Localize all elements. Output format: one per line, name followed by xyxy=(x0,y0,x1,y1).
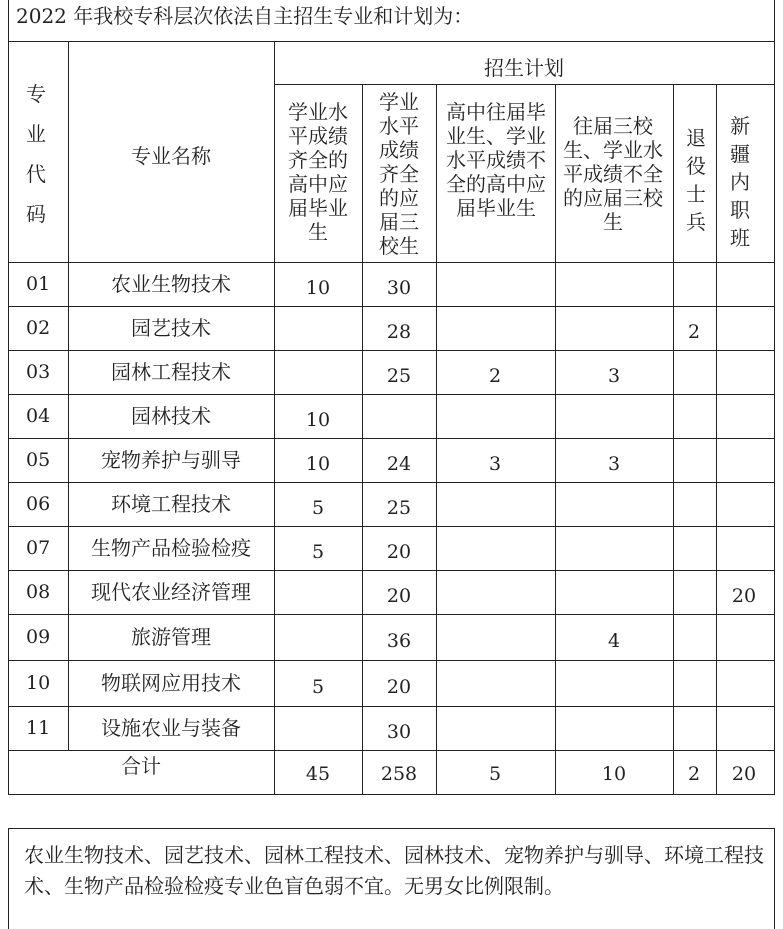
row-code: 09 xyxy=(26,626,51,648)
row-code: 11 xyxy=(26,717,51,739)
row-value: 20 xyxy=(386,676,412,698)
grid-line xyxy=(436,84,437,794)
grid-line xyxy=(716,84,717,794)
row-code: 01 xyxy=(26,273,51,295)
header-col-5: 退役士兵 xyxy=(686,126,706,234)
grid-line xyxy=(8,350,775,351)
row-name: 旅游管理 xyxy=(131,625,211,649)
row-value: 20 xyxy=(386,585,412,607)
row-code: 06 xyxy=(26,493,51,515)
row-value: 5 xyxy=(311,541,325,563)
grid-line xyxy=(8,570,775,571)
row-name: 生物产品检验检疫 xyxy=(91,536,251,560)
total-value: 2 xyxy=(687,763,701,785)
row-value: 25 xyxy=(386,497,412,519)
row-name: 园艺技术 xyxy=(131,316,211,340)
grid-line xyxy=(8,526,775,527)
row-name: 宠物养护与驯导 xyxy=(101,448,241,472)
row-value: 30 xyxy=(386,277,412,299)
row-value: 4 xyxy=(607,630,621,652)
heading: 2022 年我校专科层次依法自主招生专业和计划为： xyxy=(16,4,474,28)
grid-line xyxy=(8,482,775,483)
row-name: 环境工程技术 xyxy=(111,492,231,516)
row-code: 05 xyxy=(26,449,51,471)
grid-line xyxy=(8,750,775,751)
grid-line xyxy=(274,84,775,85)
row-name: 设施农业与装备 xyxy=(101,716,241,740)
row-code: 08 xyxy=(26,581,51,603)
row-value: 10 xyxy=(305,409,331,431)
total-value: 45 xyxy=(305,763,331,785)
row-value: 2 xyxy=(488,365,502,387)
row-value: 3 xyxy=(607,453,621,475)
total-label: 合计 xyxy=(121,754,161,778)
row-code: 07 xyxy=(26,537,51,559)
header-col-1: 学业水平成绩齐全的高中应届毕业生 xyxy=(288,100,348,244)
row-code: 02 xyxy=(26,317,51,339)
row-value: 36 xyxy=(386,630,412,652)
row-value: 2 xyxy=(687,321,701,343)
grid-line xyxy=(673,84,674,794)
row-name: 物联网应用技术 xyxy=(101,671,241,695)
row-value: 10 xyxy=(305,453,331,475)
total-value: 5 xyxy=(488,763,502,785)
grid-line xyxy=(8,438,775,439)
header-col-4: 往届三校生、学业水平成绩不全的应届三校生 xyxy=(563,114,663,234)
header-col-2: 学业水平成绩齐全的应届三校生 xyxy=(379,90,419,258)
total-value: 20 xyxy=(731,763,757,785)
row-value: 10 xyxy=(305,277,331,299)
row-code: 03 xyxy=(26,361,51,383)
grid-line xyxy=(555,84,556,794)
header-name: 专业名称 xyxy=(131,144,211,168)
grid-line xyxy=(8,306,775,307)
grid-line xyxy=(774,0,775,794)
grid-line xyxy=(8,660,775,661)
row-value: 25 xyxy=(386,365,412,387)
row-value: 5 xyxy=(311,676,325,698)
grid-line xyxy=(774,828,775,929)
grid-line xyxy=(8,41,775,42)
row-value: 24 xyxy=(386,453,412,475)
note-text: 农业生物技术、园艺技术、园林工程技术、园林技术、宠物养护与驯导、环境工程技术、生物产品检验检疫专业色盲色弱不宜。无男女比例限制。 xyxy=(24,843,764,898)
row-value: 30 xyxy=(386,721,412,743)
row-value: 20 xyxy=(731,585,757,607)
grid-line xyxy=(8,706,775,707)
grid-line xyxy=(8,394,775,395)
row-name: 园林工程技术 xyxy=(111,360,231,384)
row-value: 5 xyxy=(311,497,325,519)
grid-line xyxy=(8,794,775,795)
row-name: 园林技术 xyxy=(131,404,211,428)
row-name: 现代农业经济管理 xyxy=(91,580,251,604)
grid-line xyxy=(8,614,775,615)
grid-line xyxy=(8,262,775,263)
total-value: 258 xyxy=(380,763,418,785)
header-code: 专业代码 xyxy=(26,82,46,226)
row-value: 20 xyxy=(386,541,412,563)
row-value: 28 xyxy=(386,321,412,343)
row-value: 3 xyxy=(488,453,502,475)
grid-line xyxy=(8,0,9,794)
header-col-6: 新疆内职班 xyxy=(730,114,750,250)
grid-line xyxy=(8,828,775,829)
grid-line xyxy=(8,828,9,929)
header-plan: 招生计划 xyxy=(484,56,564,80)
row-code: 10 xyxy=(26,672,51,694)
header-col-3: 高中往届毕业生、学业水平成绩不全的高中应届毕业生 xyxy=(446,100,546,220)
row-value: 3 xyxy=(607,365,621,387)
total-value: 10 xyxy=(601,763,627,785)
row-code: 04 xyxy=(26,405,51,427)
row-name: 农业生物技术 xyxy=(111,272,231,296)
